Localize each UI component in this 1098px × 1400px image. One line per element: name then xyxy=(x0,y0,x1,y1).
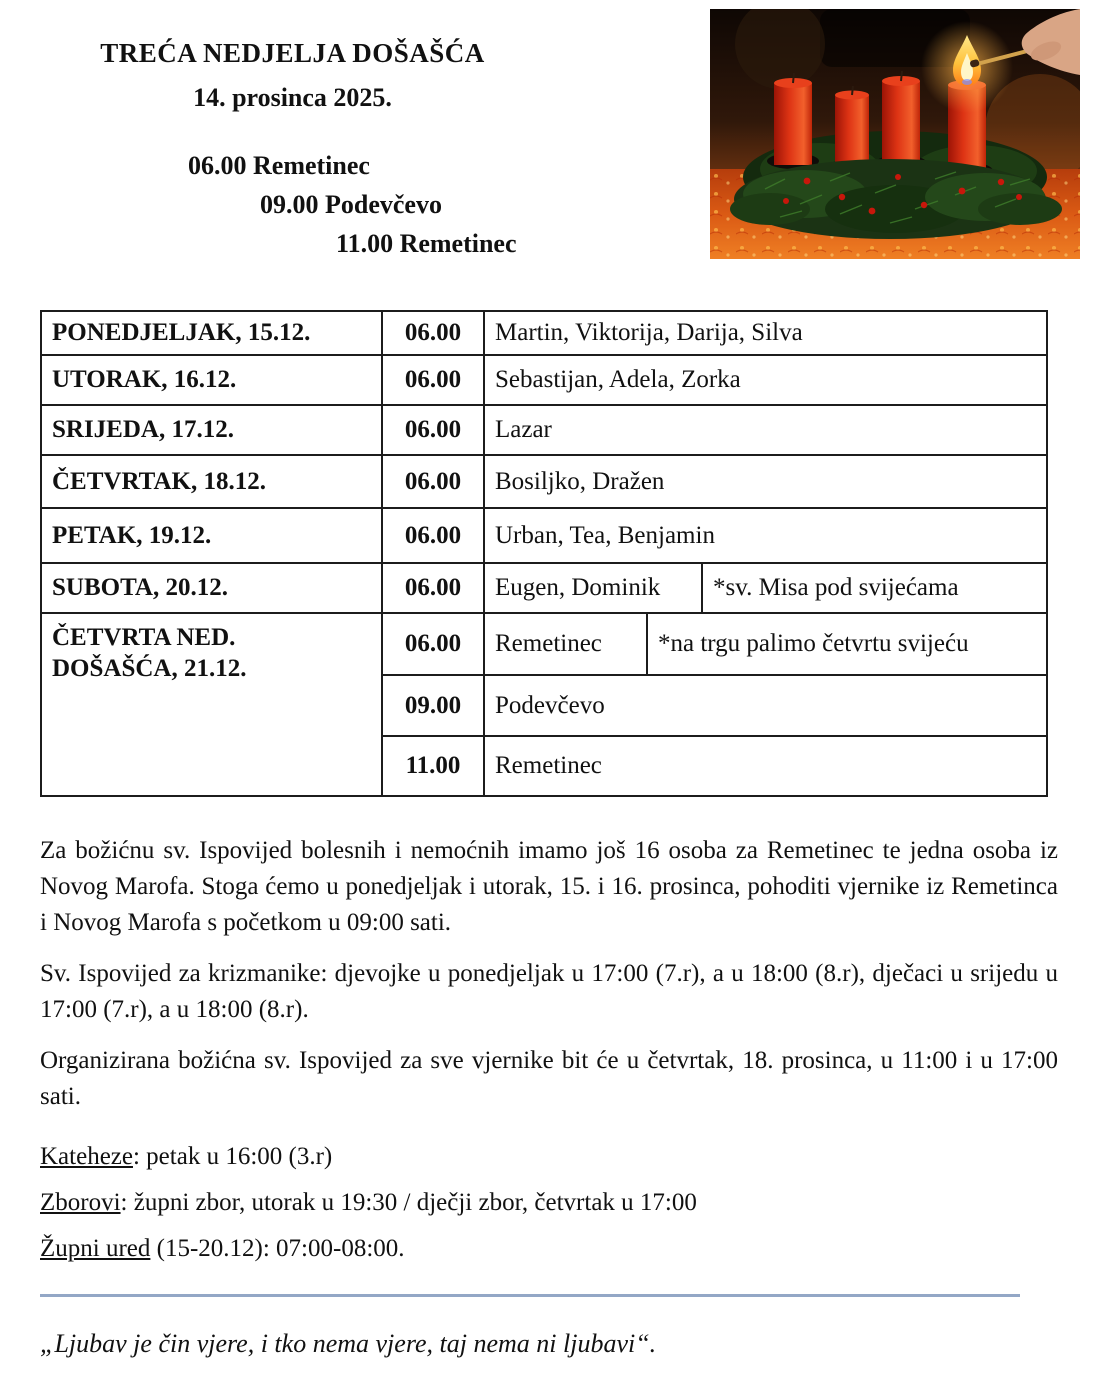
sunday-day-line: ČETVRTA NED. xyxy=(52,624,236,651)
mass-time-line xyxy=(188,152,517,180)
mass-place: Podevčevo xyxy=(325,190,442,219)
time-cell: 06.00 xyxy=(382,455,484,508)
table-row xyxy=(41,355,1047,405)
info-line-zborovi xyxy=(40,1185,1058,1221)
day-cell: UTORAK, 16.12. xyxy=(41,355,382,405)
time-cell: 06.00 xyxy=(382,355,484,405)
info-label: Kateheze xyxy=(40,1143,133,1170)
mass-time: 06.00 xyxy=(188,151,247,180)
day-cell: PONEDJELJAK, 15.12. xyxy=(41,311,382,355)
table-row xyxy=(41,455,1047,508)
notice-paragraph: Za božićnu sv. Ispovijed bolesnih i nemoćnih imamo još 16 osoba za Remetinec te jedna osoba iz Novog Marofa. Stoga ćemo u ponedjeljak i utorak, 15. i 16. prosinca, pohoditi vjernike iz Remetinca i Novog Marofa s početkom u 09:00 sati. xyxy=(40,837,1058,936)
info-text: : župni zbor, utorak u 19:30 / dječji zbor, četvrtak u 17:00 xyxy=(120,1189,697,1216)
mass-place: Remetinec xyxy=(399,229,517,258)
sunday-day-line: DOŠAŠĆA, 21.12. xyxy=(52,655,247,682)
place-cell: Podevčevo xyxy=(484,675,1047,736)
header-date: 14. prosinca 2025. xyxy=(193,83,392,112)
time-cell: 09.00 xyxy=(382,675,484,736)
time-cell: 06.00 xyxy=(382,405,484,455)
weekly-schedule-table xyxy=(40,310,1048,797)
note-cell: *na trgu palimo četvrtu svijeću xyxy=(647,613,1047,675)
names-cell: Eugen, Dominik xyxy=(484,563,702,613)
names-cell: Sebastijan, Adela, Zorka xyxy=(484,355,1047,405)
day-cell xyxy=(41,613,382,796)
advent-wreath-illustration xyxy=(710,9,1080,259)
notices-section xyxy=(40,833,1058,1267)
table-row xyxy=(41,508,1047,563)
table-row xyxy=(41,311,1047,355)
table-row xyxy=(41,563,1047,613)
info-line-kateheze xyxy=(40,1139,1058,1175)
flame xyxy=(921,21,1013,113)
mass-time-line xyxy=(260,191,517,219)
time-cell: 11.00 xyxy=(382,736,484,796)
place-cell: Remetinec xyxy=(484,736,1047,796)
mass-time: 11.00 xyxy=(336,229,394,258)
time-cell: 06.00 xyxy=(382,508,484,563)
day-cell: ČETVRTAK, 18.12. xyxy=(41,455,382,508)
names-cell: Martin, Viktorija, Darija, Silva xyxy=(484,311,1047,355)
footer-divider xyxy=(40,1294,1020,1297)
mass-time-line xyxy=(336,230,517,258)
day-cell: SRIJEDA, 17.12. xyxy=(41,405,382,455)
names-cell: Urban, Tea, Benjamin xyxy=(484,508,1047,563)
info-text: (15-20.12): 07:00-08:00. xyxy=(150,1235,405,1262)
names-cell: Bosiljko, Dražen xyxy=(484,455,1047,508)
header xyxy=(0,0,1098,310)
info-label: Zborovi xyxy=(40,1189,121,1216)
title-block xyxy=(40,36,545,113)
day-cell: SUBOTA, 20.12. xyxy=(41,563,382,613)
sunday-mass-times xyxy=(40,152,517,269)
info-text: : petak u 16:00 (3.r) xyxy=(132,1143,333,1170)
footer-quote: „Ljubav je čin vjere, i tko nema vjere, taj nema ni ljubavi“. xyxy=(40,1329,657,1358)
info-label: Župni ured xyxy=(40,1235,151,1262)
mass-place: Remetinec xyxy=(253,151,370,180)
time-cell: 06.00 xyxy=(382,311,484,355)
place-cell: Remetinec xyxy=(484,613,647,675)
note-cell: *sv. Misa pod svijećama xyxy=(702,563,1047,613)
table-row xyxy=(41,405,1047,455)
advent-wreath-photo xyxy=(710,9,1080,259)
mass-time: 09.00 xyxy=(260,190,319,219)
time-cell: 06.00 xyxy=(382,563,484,613)
notice-paragraph: Organizirana božićna sv. Ispovijed za sve vjernike bit će u četvrtak, 18. prosinca, u 11:00 i u 17:00 sati. xyxy=(40,1047,1058,1110)
info-line-zupni-ured xyxy=(40,1231,1058,1267)
notice-paragraph: Sv. Ispovijed za krizmanike: djevojke u ponedjeljak u 17:00 (7.r), a u 18:00 (8.r), dječaci u srijedu u 17:00 (7.r), a u 18:00 (8.r). xyxy=(40,960,1058,1023)
day-cell: PETAK, 19.12. xyxy=(41,508,382,563)
names-cell: Lazar xyxy=(484,405,1047,455)
table-row xyxy=(41,613,1047,675)
page-title: TREĆA NEDJELJA DOŠAŠĆA xyxy=(100,38,485,68)
time-cell: 06.00 xyxy=(382,613,484,675)
